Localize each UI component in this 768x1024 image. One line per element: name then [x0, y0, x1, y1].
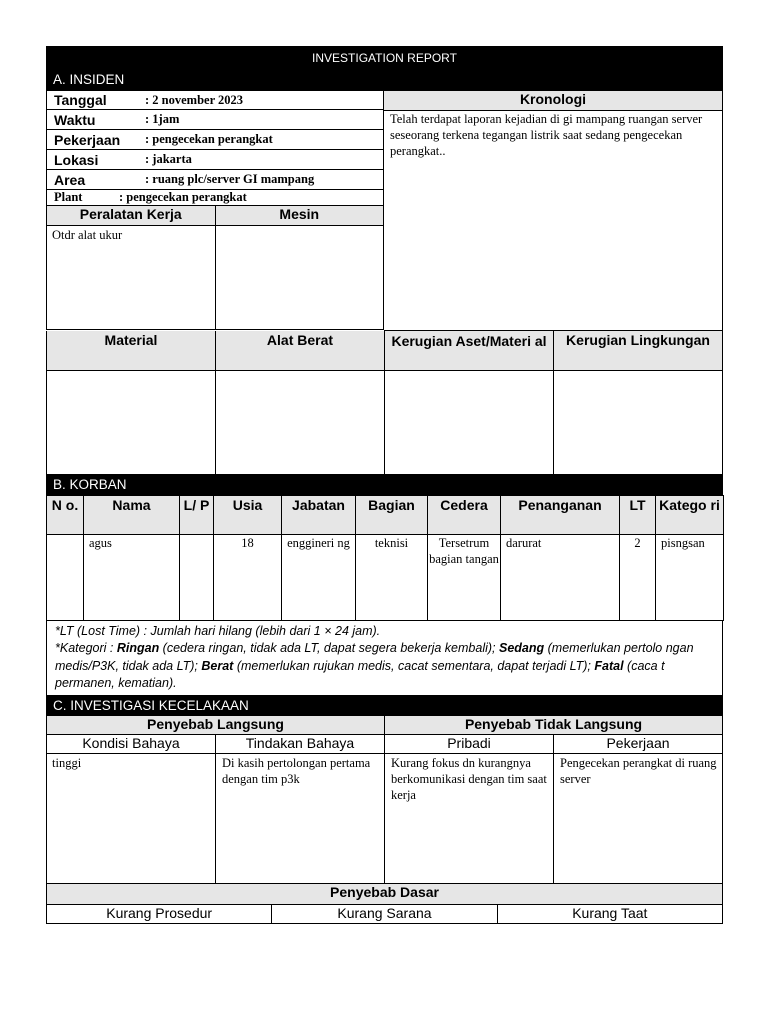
- section-a-title: A. INSIDEN: [46, 70, 723, 90]
- kategori-sedang: Sedang: [499, 641, 545, 655]
- tindakan-bahaya-value: Di kasih pertolongan pertama dengan tim p3k: [216, 754, 385, 884]
- root-cause-table: [46, 884, 723, 924]
- field-value: : pengecekan perangkat: [119, 190, 247, 204]
- cell-lp: [180, 534, 214, 620]
- kerugian-lingkungan-header: Kerugian Lingkungan: [554, 331, 723, 370]
- victim-header-row: [47, 495, 724, 534]
- cell-usia: 18: [214, 534, 282, 620]
- cell-penanganan: darurat: [501, 534, 620, 620]
- loss-table: [46, 331, 723, 475]
- col-lp: L/ P: [180, 495, 214, 534]
- field-label: Pekerjaan: [54, 131, 121, 148]
- field-value: : jakarta: [145, 152, 192, 166]
- col-cedera: Cedera: [428, 495, 501, 534]
- kurang-taat: Kurang Taat: [497, 904, 722, 923]
- incident-fields: [46, 90, 384, 331]
- field-label: Plant: [54, 190, 83, 204]
- field-label: Tanggal: [54, 92, 107, 108]
- col-jabatan: Jabatan: [282, 495, 356, 534]
- kronologi-panel: [384, 90, 723, 331]
- alat-berat-header: Alat Berat: [216, 331, 385, 370]
- kategori-sedang-desc: (memerlukan pertolo ngan medis/P3K, tidak ada LT);: [55, 641, 694, 673]
- peralatan-header: Peralatan Kerja: [47, 206, 216, 225]
- kerugian-lingkungan-value: [554, 370, 723, 474]
- investigation-table: [46, 716, 723, 885]
- victim-notes: [46, 621, 723, 696]
- section-a-info: [46, 90, 723, 331]
- field-label: Lokasi: [54, 151, 99, 168]
- kategori-ringan-desc: (cedera ringan, tidak ada LT, dapat segera bekerja kembali);: [159, 641, 499, 655]
- kronologi-header: Kronologi: [384, 91, 723, 111]
- col-lt: LT: [620, 495, 656, 534]
- field-label: Area: [54, 171, 86, 188]
- field-pekerjaan: [46, 130, 384, 150]
- cell-nama: agus: [84, 534, 180, 620]
- note-kategori: [55, 640, 716, 693]
- col-kategori: Katego ri: [656, 495, 724, 534]
- table-row: [47, 534, 724, 620]
- field-area: [46, 170, 384, 190]
- kategori-ringan: Ringan: [116, 641, 160, 655]
- field-label: Waktu: [54, 111, 96, 128]
- pribadi-value: Kurang fokus dn kurangnya berkomunikasi dengan tim saat kerja: [385, 754, 554, 884]
- section-b-title: B. KORBAN: [46, 475, 723, 495]
- field-plant: [46, 190, 384, 206]
- pekerjaan-value: Pengecekan perangkat di ruang server: [554, 754, 723, 884]
- tindakan-bahaya-header: Tindakan Bahaya: [216, 735, 385, 754]
- material-header: Material: [47, 331, 216, 370]
- kategori-berat: Berat: [201, 658, 234, 673]
- kondisi-bahaya-value: tinggi: [47, 754, 216, 884]
- field-value: : 1jam: [145, 112, 180, 126]
- col-no: N o.: [47, 495, 84, 534]
- kategori-prefix: *Kategori :: [55, 641, 117, 655]
- mesin-header: Mesin: [215, 206, 384, 225]
- kurang-sarana: Kurang Sarana: [272, 904, 497, 923]
- col-bagian: Bagian: [356, 495, 428, 534]
- field-value: : pengecekan perangkat: [145, 132, 273, 146]
- kronologi-table: [384, 90, 723, 331]
- report-title: INVESTIGATION REPORT: [46, 46, 723, 70]
- pekerjaan-header: Pekerjaan: [554, 735, 723, 754]
- kategori-fatal-desc: (caca t permanen, kematian).: [55, 658, 665, 690]
- victim-table: [46, 495, 724, 621]
- cell-kategori: pisngsan: [656, 534, 724, 620]
- mesin-value: [215, 225, 384, 329]
- penyebab-langsung-header: Penyebab Langsung: [47, 716, 385, 735]
- cell-bagian: teknisi: [356, 534, 428, 620]
- kerugian-aset-value: [385, 370, 554, 474]
- cell-jabatan: enggineri ng: [282, 534, 356, 620]
- penyebab-dasar-header: Penyebab Dasar: [47, 884, 723, 904]
- col-usia: Usia: [214, 495, 282, 534]
- kategori-berat-desc: (memerlukan rujukan medis, cacat sementara, dapat terjadi LT);: [233, 658, 595, 673]
- field-waktu: [46, 110, 384, 130]
- kondisi-bahaya-header: Kondisi Bahaya: [47, 735, 216, 754]
- equipment-table: [46, 206, 384, 330]
- cell-lt: 2: [620, 534, 656, 620]
- cell-no: [47, 534, 84, 620]
- col-nama: Nama: [84, 495, 180, 534]
- kategori-fatal: Fatal: [594, 658, 624, 673]
- peralatan-value: Otdr alat ukur: [47, 225, 216, 329]
- field-lokasi: [46, 150, 384, 170]
- pribadi-header: Pribadi: [385, 735, 554, 754]
- col-penanganan: Penanganan: [501, 495, 620, 534]
- kerugian-aset-header: Kerugian Aset/Materi al: [385, 331, 554, 370]
- penyebab-tidak-langsung-header: Penyebab Tidak Langsung: [385, 716, 723, 735]
- kronologi-text: Telah terdapat laporan kejadian di gi mampang ruangan server seseorang terkena tegangan listrik saat sedang pengecekan perangkat..: [384, 111, 723, 331]
- material-value: [47, 370, 216, 474]
- alat-berat-value: [216, 370, 385, 474]
- investigation-report: [46, 46, 723, 924]
- cell-cedera: Tersetrum bagian tangan: [428, 534, 501, 620]
- field-tanggal: [46, 90, 384, 110]
- field-value: : 2 november 2023: [145, 92, 244, 107]
- kurang-prosedur: Kurang Prosedur: [47, 904, 272, 923]
- note-lost-time: *LT (Lost Time) : Jumlah hari hilang (lebih dari 1 × 24 jam).: [55, 623, 381, 638]
- section-c-title: C. INVESTIGASI KECELAKAAN: [46, 696, 723, 716]
- field-value: : ruang plc/server GI mampang: [145, 172, 315, 186]
